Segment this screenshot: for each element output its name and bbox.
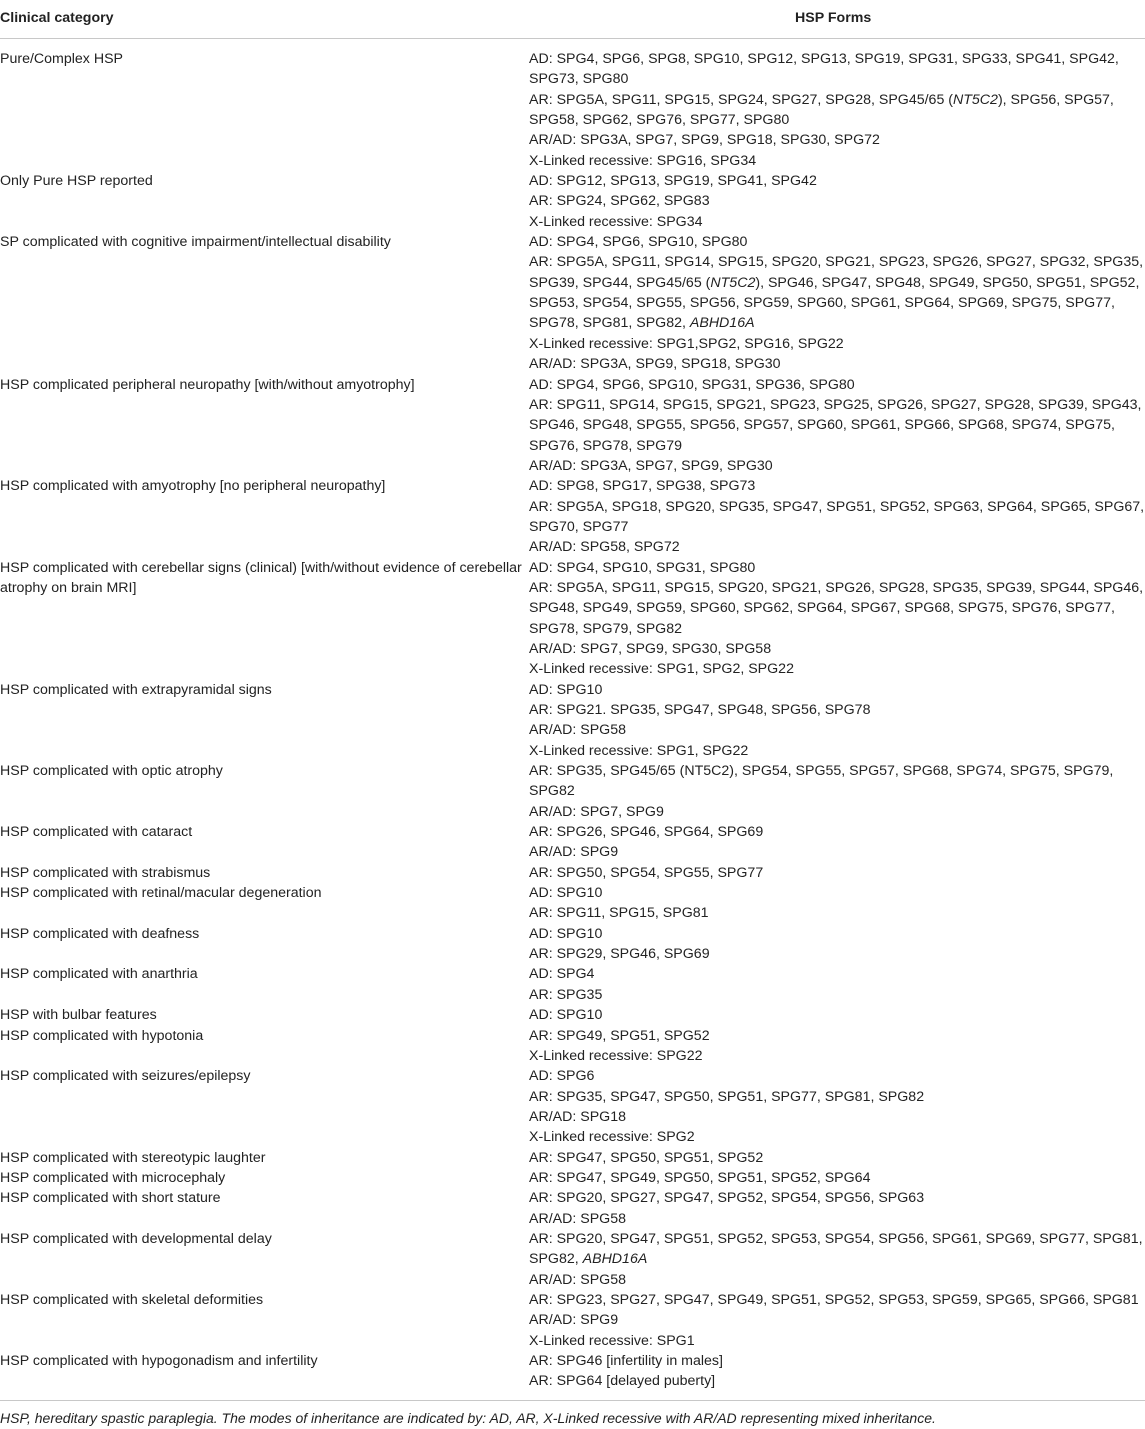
forms-text: AD: SPG8, SPG17, SPG38, SPG73: [529, 478, 756, 495]
category-text: Only Pure HSP reported: [0, 173, 153, 190]
forms-line: [529, 151, 1145, 171]
forms-line: [529, 924, 1145, 944]
forms-text: SPG70, SPG77: [529, 518, 629, 535]
forms-line: [529, 1005, 1145, 1025]
forms-text: X-Linked recessive: SPG2: [529, 1129, 695, 1146]
forms-line: [529, 171, 1145, 191]
forms-text: AR/AD: SPG58: [529, 1210, 626, 1227]
forms-text: AR: SPG20, SPG47, SPG51, SPG52, SPG53, SPG54, SPG56, SPG61, SPG69, SPG77, SPG81,: [529, 1230, 1143, 1247]
clinical-category-cell: [0, 1168, 529, 1188]
clinical-category-cell: [0, 883, 529, 924]
forms-line: [529, 1107, 1145, 1127]
forms-text: AR: SPG11, SPG14, SPG15, SPG21, SPG23, SPG25, SPG26, SPG27, SPG28, SPG39, SPG43,: [529, 396, 1142, 413]
forms-line: [529, 273, 1145, 293]
forms-text: SPG58, SPG62, SPG76, SPG77, SPG80: [529, 112, 790, 129]
forms-text: AR: SPG47, SPG49, SPG50, SPG51, SPG52, SPG64: [529, 1169, 871, 1186]
category-text: HSP complicated with stereotypic laughter: [0, 1149, 266, 1166]
forms-line: [529, 863, 1145, 883]
forms-line: [529, 720, 1145, 740]
category-text: HSP with bulbar features: [0, 1007, 157, 1024]
table-row: [0, 822, 1145, 863]
forms-line: [529, 1066, 1145, 1086]
forms-text: AD: SPG4, SPG6, SPG10, SPG31, SPG36, SPG80: [529, 376, 855, 393]
clinical-category-cell: [0, 171, 529, 232]
table-row: [0, 1026, 1145, 1067]
forms-text: AR/AD: SPG58, SPG72: [529, 539, 680, 556]
forms-text: AR/AD: SPG58: [529, 722, 626, 739]
forms-line: [529, 476, 1145, 496]
forms-text: AD: SPG10: [529, 885, 603, 902]
forms-line: [529, 191, 1145, 211]
category-text: HSP complicated with extrapyramidal signs: [0, 681, 272, 698]
forms-line: [529, 781, 1145, 801]
forms-text: SPG53, SPG54, SPG55, SPG56, SPG59, SPG60, SPG61, SPG64, SPG69, SPG75, SPG77,: [529, 295, 1115, 312]
forms-line: [529, 252, 1145, 272]
table-row: [0, 558, 1145, 680]
forms-line: [529, 1331, 1145, 1351]
forms-line: [529, 110, 1145, 130]
forms-line: [529, 1148, 1145, 1168]
clinical-category-cell: [0, 1005, 529, 1025]
forms-text: X-Linked recessive: SPG1, SPG2, SPG22: [529, 661, 794, 678]
forms-line: [529, 558, 1145, 578]
forms-text: SPG48, SPG49, SPG59, SPG60, SPG62, SPG64, SPG67, SPG68, SPG75, SPG76, SPG77,: [529, 600, 1115, 617]
forms-line: [529, 802, 1145, 822]
table-row: [0, 1188, 1145, 1229]
forms-text: X-Linked recessive: SPG1,SPG2, SPG16, SPG22: [529, 335, 844, 352]
forms-line: [529, 1026, 1145, 1046]
forms-text: AR: SPG46 [infertility in males]: [529, 1353, 723, 1369]
forms-line: [529, 395, 1145, 415]
category-text: HSP complicated with microcephaly: [0, 1169, 226, 1186]
clinical-category-cell: [0, 1148, 529, 1168]
forms-text: X-Linked recessive: SPG1, SPG22: [529, 742, 749, 759]
forms-line: [529, 456, 1145, 476]
forms-line: [529, 415, 1145, 435]
hsp-forms-cell: [529, 883, 1145, 924]
forms-line: [529, 903, 1145, 923]
category-text: HSP complicated with cataract: [0, 824, 193, 841]
forms-text: AR/AD: SPG7, SPG9: [529, 803, 664, 820]
category-text: HSP complicated with strabismus: [0, 864, 211, 881]
forms-line: [529, 619, 1145, 639]
forms-text: AD: SPG4: [529, 966, 595, 983]
forms-text: AR/AD: SPG18: [529, 1108, 626, 1125]
table-row: [0, 1229, 1145, 1290]
table-row: [0, 476, 1145, 557]
forms-text: AR: SPG50, SPG54, SPG55, SPG77: [529, 864, 764, 881]
forms-text: AR: SPG35: [529, 986, 603, 1003]
hsp-forms-cell: [529, 924, 1145, 965]
table-row: [0, 49, 1145, 171]
forms-text: AR: SPG26, SPG46, SPG64, SPG69: [529, 824, 764, 841]
clinical-category-cell: [0, 1026, 529, 1067]
forms-line: [529, 130, 1145, 150]
forms-text: AR: SPG47, SPG50, SPG51, SPG52: [529, 1149, 764, 1166]
table-header: [0, 0, 1145, 39]
forms-text: AR/AD: SPG3A, SPG7, SPG9, SPG30: [529, 457, 773, 474]
forms-text: AR/AD: SPG3A, SPG7, SPG9, SPG18, SPG30, SPG72: [529, 132, 880, 149]
clinical-category-cell: [0, 1188, 529, 1229]
hsp-forms-cell: [529, 1066, 1145, 1147]
hsp-forms-cell: [529, 171, 1145, 232]
table-row: [0, 924, 1145, 965]
forms-text: SPG39, SPG44, SPG45/65 (: [529, 274, 711, 291]
hsp-forms-cell: [529, 49, 1145, 171]
forms-text: AR: SPG49, SPG51, SPG52: [529, 1027, 710, 1044]
table-row: [0, 171, 1145, 232]
forms-text: AR: SPG35, SPG45/65 (NT5C2), SPG54, SPG55, SPG57, SPG68, SPG74, SPG75, SPG79,: [529, 763, 1114, 780]
category-text: HSP complicated with developmental delay: [0, 1230, 272, 1247]
table-row: [0, 1168, 1145, 1188]
forms-line: [529, 1127, 1145, 1147]
category-text: HSP complicated with optic atrophy: [0, 763, 223, 780]
hsp-forms-cell: [529, 822, 1145, 863]
table-row: [0, 1290, 1145, 1351]
forms-text: SPG82,: [529, 1251, 583, 1268]
category-text: HSP complicated with anarthria: [0, 966, 198, 983]
category-text: HSP complicated with deafness: [0, 925, 200, 942]
hsp-forms-cell: [529, 964, 1145, 1005]
forms-line: [529, 354, 1145, 374]
forms-text: AD: SPG12, SPG13, SPG19, SPG41, SPG42: [529, 173, 817, 190]
table-footnote: HSP, hereditary spastic paraplegia. The modes of inheritance are indicated by: AD, AR, X-Linked recessive with AR/AD representing mixed inheritance.: [0, 1409, 936, 1426]
clinical-category-cell: [0, 822, 529, 863]
category-text: HSP complicated with skeletal deformities: [0, 1291, 264, 1308]
clinical-category-cell: [0, 1351, 529, 1392]
category-text: Pure/Complex HSP: [0, 51, 124, 67]
category-text: atrophy on brain MRI]: [0, 579, 137, 596]
forms-text: X-Linked recessive: SPG22: [529, 1047, 703, 1064]
forms-text: SPG76, SPG78, SPG79: [529, 437, 682, 454]
forms-line: [529, 90, 1145, 110]
category-text: SP complicated with cognitive impairment/intellectual disability: [0, 234, 391, 251]
forms-text: AR: SPG5A, SPG11, SPG14, SPG15, SPG20, SPG21, SPG23, SPG26, SPG27, SPG32, SPG35,: [529, 254, 1144, 271]
table-row: [0, 1066, 1145, 1147]
forms-line: [529, 1249, 1145, 1269]
forms-text: AD: SPG10: [529, 1007, 603, 1024]
clinical-category-cell: [0, 1290, 529, 1351]
forms-text: SPG73, SPG80: [529, 71, 629, 88]
table-row: [0, 375, 1145, 477]
forms-text: SPG78, SPG79, SPG82: [529, 620, 682, 637]
clinical-category-cell: [0, 1229, 529, 1290]
forms-line: [529, 598, 1145, 618]
forms-line: [529, 1310, 1145, 1330]
forms-line: [529, 375, 1145, 395]
forms-line: [529, 1371, 1145, 1391]
category-text: HSP complicated with amyotrophy [no peripheral neuropathy]: [0, 478, 386, 495]
hsp-forms-cell: [529, 232, 1145, 374]
hsp-forms-cell: [529, 476, 1145, 557]
forms-text: SPG46, SPG48, SPG55, SPG56, SPG57, SPG60, SPG61, SPG66, SPG68, SPG74, SPG75,: [529, 417, 1115, 434]
forms-text: X-Linked recessive: SPG34: [529, 213, 703, 230]
gene-name-italic: NT5C2: [953, 91, 998, 108]
clinical-category-cell: [0, 49, 529, 171]
forms-text: AR: SPG29, SPG46, SPG69: [529, 946, 710, 963]
gene-name-italic: ABHD16A: [582, 1251, 648, 1268]
forms-line: [529, 578, 1145, 598]
forms-line: [529, 761, 1145, 781]
forms-text: AD: SPG4, SPG10, SPG31, SPG80: [529, 559, 756, 576]
hsp-forms-cell: [529, 1229, 1145, 1290]
hsp-forms-cell: [529, 761, 1145, 822]
clinical-category-cell: [0, 924, 529, 965]
clinical-category-cell: [0, 232, 529, 374]
forms-text: AR/AD: SPG3A, SPG9, SPG18, SPG30: [529, 356, 781, 373]
forms-line: [529, 700, 1145, 720]
forms-text: AR/AD: SPG7, SPG9, SPG30, SPG58: [529, 640, 772, 657]
forms-line: [529, 944, 1145, 964]
forms-text: AR/AD: SPG9: [529, 844, 619, 861]
header-clinical-category: Clinical category: [0, 10, 114, 26]
table-row: [0, 883, 1145, 924]
hsp-forms-cell: [529, 1026, 1145, 1067]
clinical-category-cell: [0, 761, 529, 822]
forms-line: [529, 537, 1145, 557]
header-hsp-forms: HSP Forms: [795, 10, 872, 26]
hsp-forms-cell: [529, 375, 1145, 477]
hsp-forms-cell: [529, 1351, 1145, 1392]
forms-text: X-Linked recessive: SPG16, SPG34: [529, 152, 757, 169]
clinical-category-cell: [0, 680, 529, 761]
hsp-forms-cell: [529, 863, 1145, 883]
forms-text: AR: SPG21. SPG35, SPG47, SPG48, SPG56, SPG78: [529, 702, 871, 718]
category-text: HSP complicated with retinal/macular degeneration: [0, 885, 322, 902]
clinical-category-cell: [0, 1066, 529, 1147]
hsp-forms-cell: [529, 1005, 1145, 1025]
hsp-forms-cell: [529, 1148, 1145, 1168]
table-row: [0, 1148, 1145, 1168]
forms-text: ), SPG46, SPG47, SPG48, SPG49, SPG50, SPG51, SPG52,: [755, 274, 1140, 291]
forms-text: AD: SPG4, SPG6, SPG10, SPG80: [529, 234, 748, 251]
forms-line: [529, 293, 1145, 313]
table-row: [0, 232, 1145, 374]
forms-text: SPG78, SPG81, SPG82,: [529, 315, 690, 332]
forms-line: [529, 517, 1145, 537]
forms-line: [529, 964, 1145, 984]
hsp-forms-cell: [529, 1168, 1145, 1188]
forms-line: [529, 741, 1145, 761]
forms-text: AR/AD: SPG9: [529, 1312, 619, 1329]
forms-text: AR/AD: SPG58: [529, 1271, 626, 1288]
forms-text: AD: SPG6: [529, 1068, 595, 1085]
category-text: HSP complicated with short stature: [0, 1190, 221, 1207]
category-text: HSP complicated peripheral neuropathy [with/without amyotrophy]: [0, 376, 415, 393]
forms-line: [529, 1209, 1145, 1229]
forms-line: [529, 436, 1145, 456]
forms-line: [529, 497, 1145, 517]
category-text: HSP complicated with seizures/epilepsy: [0, 1068, 251, 1085]
gene-name-italic: NT5C2: [710, 274, 756, 291]
table-row: [0, 964, 1145, 1005]
hsp-forms-cell: [529, 1188, 1145, 1229]
forms-text: AR: SPG64 [delayed puberty]: [529, 1373, 716, 1390]
forms-text: AR: SPG5A, SPG11, SPG15, SPG24, SPG27, SPG28, SPG45/65 (: [529, 91, 953, 108]
category-text: HSP complicated with hypogonadism and infertility: [0, 1353, 318, 1369]
table-row: [0, 680, 1145, 761]
clinical-category-cell: [0, 558, 529, 680]
forms-line: [529, 1087, 1145, 1107]
forms-line: [529, 1046, 1145, 1066]
hsp-forms-cell: [529, 558, 1145, 680]
clinical-category-cell: [0, 964, 529, 1005]
forms-text: AD: SPG10: [529, 681, 603, 698]
gene-name-italic: ABHD16A: [689, 315, 755, 332]
table-row: [0, 863, 1145, 883]
forms-text: AD: SPG10: [529, 925, 603, 942]
forms-line: [529, 639, 1145, 659]
forms-line: [529, 1188, 1145, 1208]
category-text: HSP complicated with cerebellar signs (clinical) [with/without evidence of cerebellar: [0, 559, 522, 576]
forms-text: SPG82: [529, 783, 575, 800]
forms-text: AR: SPG23, SPG27, SPG47, SPG49, SPG51, SPG52, SPG53, SPG59, SPG65, SPG66, SPG81: [529, 1291, 1139, 1308]
forms-text: AR: SPG35, SPG47, SPG50, SPG51, SPG77, SPG81, SPG82: [529, 1088, 925, 1105]
table-body: [0, 39, 1145, 1392]
table-row: [0, 1005, 1145, 1025]
forms-line: [529, 212, 1145, 232]
forms-text: AD: SPG4, SPG6, SPG8, SPG10, SPG12, SPG13, SPG19, SPG31, SPG33, SPG41, SPG42,: [529, 51, 1119, 67]
table-row: [0, 1351, 1145, 1392]
forms-text: ), SPG56, SPG57,: [997, 91, 1114, 108]
forms-line: [529, 313, 1145, 333]
forms-line: [529, 822, 1145, 842]
forms-line: [529, 985, 1145, 1005]
forms-line: [529, 1229, 1145, 1249]
forms-text: AR: SPG20, SPG27, SPG47, SPG52, SPG54, SPG56, SPG63: [529, 1190, 925, 1207]
hsp-forms-cell: [529, 1290, 1145, 1351]
forms-line: [529, 659, 1145, 679]
forms-text: AR: SPG5A, SPG18, SPG20, SPG35, SPG47, SPG51, SPG52, SPG63, SPG64, SPG65, SPG67,: [529, 498, 1145, 515]
clinical-category-cell: [0, 375, 529, 477]
forms-line: [529, 680, 1145, 700]
forms-text: AR: SPG24, SPG62, SPG83: [529, 193, 710, 210]
forms-line: [529, 1270, 1145, 1290]
forms-text: X-Linked recessive: SPG1: [529, 1332, 695, 1349]
hsp-forms-cell: [529, 680, 1145, 761]
forms-line: [529, 883, 1145, 903]
forms-line: [529, 1290, 1145, 1310]
forms-line: [529, 334, 1145, 354]
forms-line: [529, 232, 1145, 252]
clinical-category-cell: [0, 863, 529, 883]
category-text: HSP complicated with hypotonia: [0, 1027, 204, 1044]
forms-line: [529, 69, 1145, 89]
forms-line: [529, 49, 1145, 69]
table-row: [0, 761, 1145, 822]
forms-text: AR: SPG11, SPG15, SPG81: [529, 905, 709, 922]
forms-line: [529, 1351, 1145, 1371]
forms-line: [529, 1168, 1145, 1188]
forms-line: [529, 842, 1145, 862]
clinical-category-cell: [0, 476, 529, 557]
forms-text: AR: SPG5A, SPG11, SPG15, SPG20, SPG21, SPG26, SPG28, SPG35, SPG39, SPG44, SPG46,: [529, 579, 1144, 596]
